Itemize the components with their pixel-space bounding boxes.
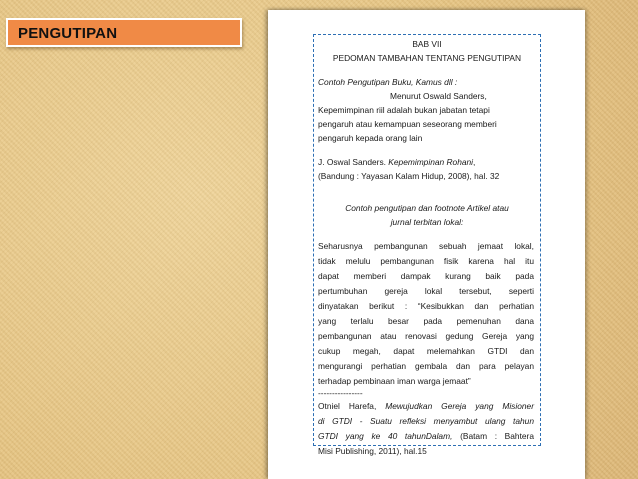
quote2-line: pertumbuhan gereja lokal tersebut, seperti [318,286,534,296]
ref2-line [318,399,534,414]
quote2-line: pembangunan atau renovasi gedung Gereja yang [318,331,534,341]
ref2-line [318,429,534,444]
quote2-line: yang terlalu besar pada pemenuhan dana [318,316,534,326]
quote2-line: dapat memberi dampak kurang baik pada [318,271,534,281]
title-banner [6,18,242,47]
quote2-line: cukup megah, dapat melemahkan GTDI dan [318,346,534,356]
quote2-line: dinyatakan berikut : “Kesibukkan dan perhatian [318,301,534,311]
quote2-line: Seharusnya pembangunan sebuah jemaat lokal, [318,241,534,251]
ref2-title: GTDI yang ke 40 tahunDalam, [318,431,453,441]
quote1-line: Kepemimpinan riil adalah bukan jabatan tetapi [318,105,490,115]
section2-title: jurnal terbitan lokal: [390,217,464,227]
ref1-comma: , [473,157,476,167]
slide-title: PENGUTIPAN [18,25,118,42]
quote1-line: Menurut Oswald Sanders, [390,91,487,101]
chapter-heading: PEDOMAN TAMBAHAN TENTANG PENGUTIPAN [332,53,522,63]
footnote-separator: ---------------- [318,388,363,398]
ref2-publisher-line: Misi Publishing, 2011), hal.15 [318,446,427,456]
section2-title: Contoh pengutipan dan footnote Artikel atau [345,203,509,213]
ref2-author: Otniel Harefa, [318,401,377,411]
ref2-title: Mewujudkan Gereja yang Misioner [385,401,534,411]
ref1-publisher: (Bandung : Yayasan Kalam Hidup, 2008), hal. 32 [318,171,500,181]
chapter-label: BAB VII [412,39,442,49]
ref1-citation [318,155,475,170]
section1-title: Contoh Pengutipan Buku, Kamus dll : [318,77,458,87]
quote1-line: pengaruh kepada orang lain [318,133,423,143]
ref1-author: J. Oswal Sanders. [318,157,386,167]
quote1-line: pengaruh atau kemampuan seseorang memberi [318,119,497,129]
ref2-publisher: (Batam : Bahtera [460,431,535,441]
quote2-last-line: terhadap pembinaan iman warga jemaat” [318,376,471,386]
quote2-line: tidak melulu pembangunan fisik karena hal itu [318,256,534,266]
quote2-line: mengurangi perhatian gembala dan para pelayan [318,361,534,371]
ref1-book: Kepemimpinan Rohani [388,157,474,167]
ref2-title-line: di GTDI - Suatu refleksi menyambut ulang tahun [318,416,534,426]
